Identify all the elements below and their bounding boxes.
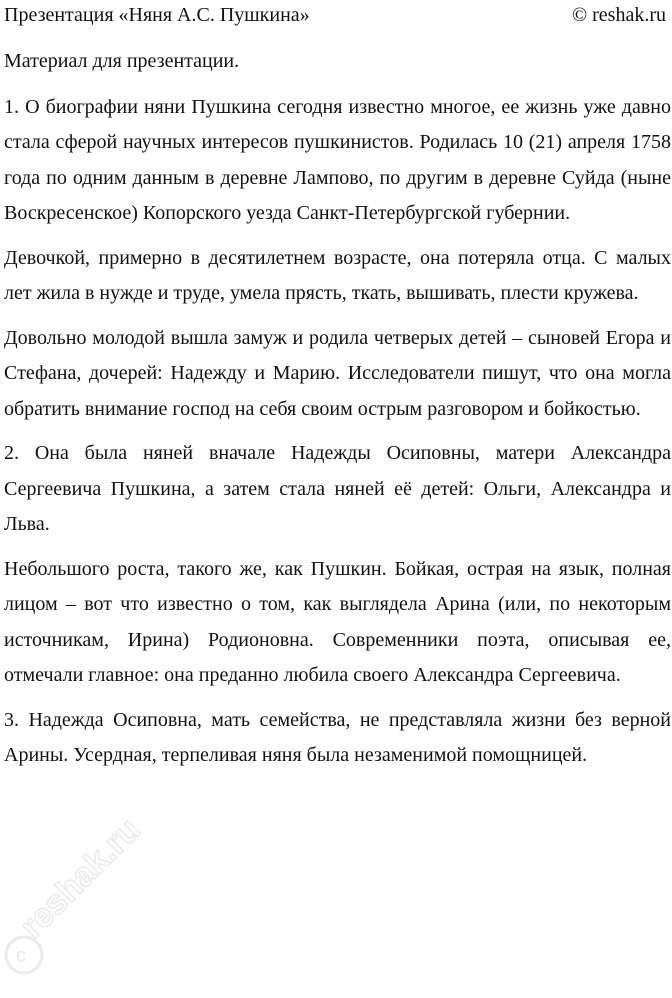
page-header xyxy=(4,0,672,28)
watermark-text: reshak.ru xyxy=(12,810,148,946)
paragraph-childhood: Девочкой, примерно в десятилетнем возрасте, она потеряла отца. С малых лет жила в нужде и труде, умела прясть, ткать, вышивать, плести кружева. xyxy=(4,246,671,304)
watermark-copyright-circle xyxy=(6,937,42,973)
watermark-logo xyxy=(0,790,234,980)
paragraph-biography: 1. О биографии няни Пушкина сегодня известно многое, ее жизнь уже давно стала сферой научных интересов пушкинистов. Родилась 10 (21) апреля 1758 года по одним данным в деревне Лампово, по другим в деревне Суйда (ныне Воскресенское) Копорского уезда Санкт-Петербургской губернии. xyxy=(4,95,671,224)
watermark-copyright-letter: c xyxy=(16,945,26,967)
paragraph-family: Довольно молодой вышла замуж и родила четверых детей – сыновей Егора и Стефана, дочерей: Надежду и Марию. Исследователи пишут, что она могла обратить внимание господ на себя своим острым разговором и бойкостью. xyxy=(4,326,671,420)
paragraph-appearance: Небольшого роста, такого же, как Пушкин. Бойкая, острая на язык, полная лицом – вот что известно о том, как выглядела Арина (или, по некоторым источникам, Ирина) Родионовна. Современники поэта, описывая ее, отмечали главное: она преданно любила своего Александра Сергеевича. xyxy=(4,557,671,686)
paragraph-helper: 3. Надежда Осиповна, мать семейства, не представляла жизни без верной Арины. Усердная, терпеливая няня была незаменимой помощницей. xyxy=(4,708,671,766)
source-label: © reshak.ru xyxy=(571,4,666,26)
intro-paragraph: Материал для презентации. xyxy=(4,50,240,72)
document-title: Презентация «Няня А.С. Пушкина» xyxy=(4,4,310,26)
document-body xyxy=(4,44,672,774)
paragraph-nanny-role: 2. Она была няней вначале Надежды Осиповны, матери Александра Сергеевича Пушкина, а затем стала няней её детей: Ольги, Александра и Льва. xyxy=(4,442,671,535)
